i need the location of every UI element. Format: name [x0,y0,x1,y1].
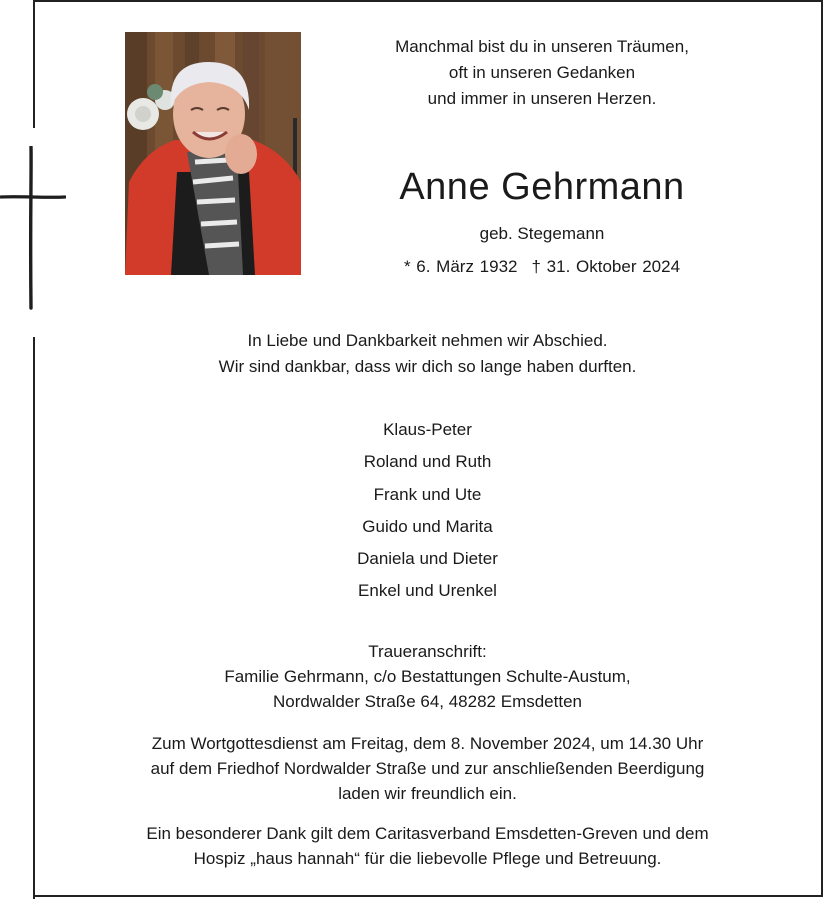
mourner-name: Enkel und Urenkel [358,581,497,601]
mourner-name: Roland und Ruth [363,452,492,472]
frame-left-line-top [33,0,35,128]
quote-line: oft in unseren Gedanken [448,63,636,82]
quote-line: Manchmal bist du in unseren Träumen, [395,37,689,56]
farewell-text [60,328,795,380]
quote-line: und immer in unseren Herzen. [427,89,657,108]
quote-block [340,34,744,112]
portrait-photo [125,32,301,275]
farewell-line: In Liebe und Dankbarkeit nehmen wir Abschied. [247,331,608,350]
address-line: Traueranschrift: [368,642,487,661]
mourner-name: Daniela und Dieter [357,549,498,569]
life-dates [340,255,744,279]
deceased-name: Anne Gehrmann [399,166,685,208]
mourner-name: Frank und Ute [373,484,482,504]
death-date: † 31. Oktober 2024 [531,257,681,276]
mourner-name: Klaus-Peter [383,420,472,439]
service-info [60,731,795,806]
address-line: Familie Gehrmann, c/o Bestattungen Schulte-Austum, [224,667,631,686]
service-line: Zum Wortgottesdienst am Freitag, dem 8. November 2024, um 14.30 Uhr [151,734,704,753]
address-line: Nordwalder Straße 64, 48282 Emsdetten [272,692,582,711]
service-line: auf dem Friedhof Nordwalder Straße und zur anschließenden Beerdigung [150,759,705,778]
birth-name: geb. Stegemann [479,224,605,243]
mourner-name: Guido und Marita [362,516,493,536]
service-line: laden wir freundlich ein. [338,784,517,803]
mourning-address [60,639,795,714]
thanks-line: Hospiz „haus hannah“ für die liebevolle Pflege und Betreuung. [193,849,662,868]
cross-icon [0,146,66,310]
mourners-list [60,414,795,608]
thanks-text [60,821,795,871]
farewell-line: Wir sind dankbar, dass wir dich so lange haben durften. [218,357,637,376]
birth-date: * 6. März 1932 [403,257,518,276]
thanks-line: Ein besonderer Dank gilt dem Caritasverband Emsdetten-Greven und dem [146,824,709,843]
frame-left-line-bottom [33,337,35,899]
